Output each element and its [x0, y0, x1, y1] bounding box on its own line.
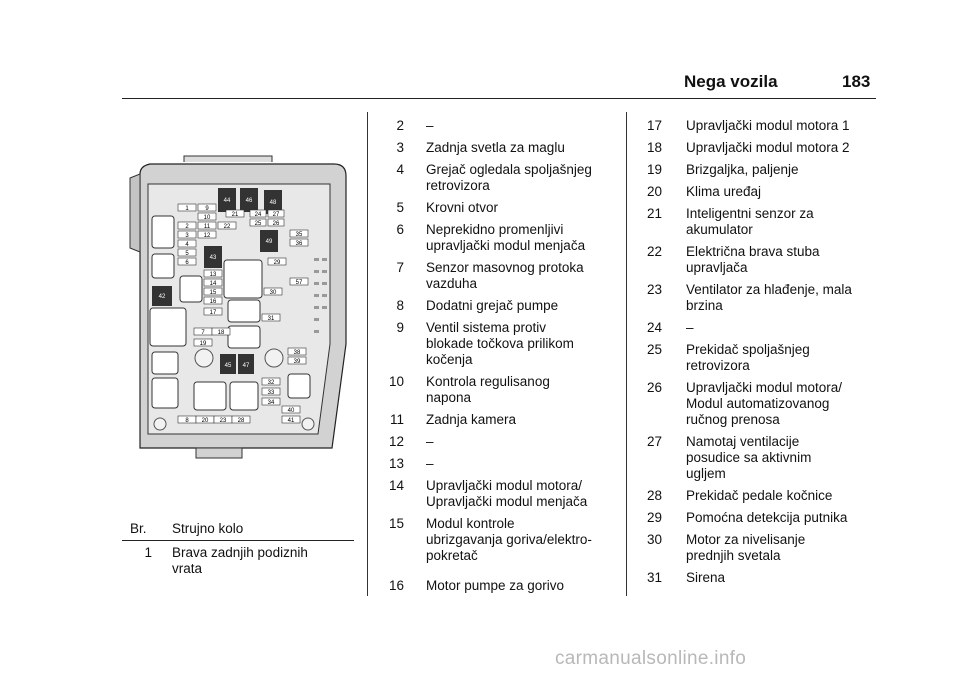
fuse-number: 19: [646, 162, 662, 177]
fuse-label: 29: [273, 260, 281, 266]
fuse-label: 35: [295, 232, 303, 238]
fuse-number: 31: [646, 570, 662, 585]
fuse-number: 8: [396, 298, 404, 313]
fuse-number: 14: [388, 478, 404, 493]
fuse-label: 16: [209, 299, 217, 305]
fuse-circuit: Neprekidno promenljivi upravljački modul menjača: [426, 222, 586, 253]
column-divider-1: [367, 112, 368, 596]
fuse-circuit: Električna brava stuba upravljača: [686, 244, 820, 275]
fuse-label: 20: [201, 418, 209, 424]
fuse-circuit: Upravljački modul motora 1: [686, 118, 850, 133]
fuse-circuit: Upravljački modul motora/ Upravljački modul menjača: [426, 478, 588, 509]
fuse-circuit: –: [426, 434, 434, 449]
fuse-label: 6: [185, 260, 189, 266]
fuse-circuit: Senzor masovnog protoka vazduha: [426, 260, 584, 291]
fuse-label: 1: [185, 206, 189, 212]
fuse-number: 18: [646, 140, 662, 155]
fuse-number: 25: [646, 342, 662, 357]
fuse-label: 42: [158, 294, 166, 300]
fuse-label: 17: [209, 310, 217, 316]
fuse-circuit: Motor pumpe za gorivo: [426, 578, 565, 593]
fuse-label: 15: [209, 290, 217, 296]
fuse-label: 14: [209, 281, 217, 287]
fuse-label: 23: [219, 418, 227, 424]
fuse-circuit: Krovni otvor: [426, 200, 499, 215]
fuse-circuit: Prekidač pedale kočnice: [686, 488, 833, 503]
fuse-label: 33: [267, 390, 275, 396]
fuse-label: 11: [203, 224, 211, 230]
fuse-circuit: Namotaj ventilacije posudice sa aktivnim ugljem: [686, 434, 812, 481]
fuse-circuit: Modul kontrole ubrizgavanja goriva/elektro- pokretač: [426, 516, 592, 563]
fuse-number: 17: [646, 118, 662, 133]
col-circuit-header: Strujno kolo: [172, 521, 244, 536]
fuse-number: 28: [646, 488, 662, 503]
fuse-number: 23: [646, 282, 662, 297]
fuse-number: 2: [396, 118, 404, 133]
fuse-label: 31: [267, 316, 275, 322]
column-divider-2: [626, 112, 627, 596]
fuse-number: 9: [396, 320, 404, 335]
fuse-label: 45: [224, 363, 232, 369]
fuse-label: 12: [203, 233, 211, 239]
fuse-label: 21: [231, 212, 239, 218]
fuse-circuit: Brava zadnjih podiznih vrata: [172, 545, 308, 576]
fuse-label: 24: [254, 212, 262, 218]
fuse-number: 7: [396, 260, 404, 275]
fuse-number: 21: [646, 206, 662, 221]
fuse-number: 6: [396, 222, 404, 237]
fuse-circuit: Ventilator za hlađenje, mala brzina: [686, 282, 852, 313]
fuse-circuit: –: [426, 456, 434, 471]
col-number-header: Br.: [130, 521, 147, 536]
fuse-number: 27: [646, 434, 662, 449]
section-title: Nega vozila: [684, 72, 778, 91]
fuse-number: 1: [144, 545, 152, 560]
fuse-circuit: Grejač ogledala spoljašnjeg retrovizora: [426, 162, 592, 193]
table-header-rule: [122, 540, 354, 541]
fuse-label: 40: [287, 408, 295, 414]
fuse-label: 2: [185, 224, 189, 230]
fuse-label: 3: [185, 233, 189, 239]
fuse-circuit: Zadnja kamera: [426, 412, 517, 427]
fuse-number: 24: [646, 320, 662, 335]
fuse-number: 16: [388, 578, 404, 593]
fuse-label: 10: [203, 215, 211, 221]
fuse-number: 10: [388, 374, 404, 389]
fuse-label: 38: [293, 350, 301, 356]
fuse-circuit: –: [426, 118, 434, 133]
fuse-label: 28: [237, 418, 245, 424]
fuse-label: 26: [272, 221, 280, 227]
fuse-number: 11: [389, 412, 404, 427]
watermark: carmanualsonline.info: [555, 648, 747, 669]
fuse-number: 5: [396, 200, 404, 215]
fuse-label: 41: [287, 418, 295, 424]
page-number: 183: [842, 72, 871, 91]
fuse-number: 30: [646, 532, 662, 547]
fuse-circuit: Pomoćna detekcija putnika: [686, 510, 848, 525]
fuse-label: 30: [269, 290, 277, 296]
page-header: [0, 72, 960, 98]
fuse-label: 27: [272, 212, 280, 218]
fuse-circuit: Ventil sistema protiv blokade točkova prilikom kočenja: [426, 320, 574, 367]
fuse-label: 9: [205, 206, 209, 212]
fuse-circuit: Sirena: [686, 570, 726, 585]
fuse-label: 13: [209, 272, 217, 278]
fuse-circuit: Dodatni grejač pumpe: [426, 298, 559, 313]
fuse-label: 39: [293, 359, 301, 365]
fuse-number: 26: [646, 380, 662, 395]
fuse-number: 29: [646, 510, 662, 525]
fuse-circuit: –: [686, 320, 694, 335]
fuse-label: 32: [267, 380, 275, 386]
fuse-number: 3: [396, 140, 404, 155]
fuse-number: 12: [388, 434, 404, 449]
fuse-label: 47: [242, 363, 250, 369]
fuse-circuit: Upravljački modul motora/ Modul automatizovanog ručnog prenosa: [686, 380, 843, 427]
header-rule: [122, 98, 876, 99]
fuse-label: 57: [295, 280, 303, 286]
fuse-label: 36: [295, 241, 303, 247]
fuse-circuit: Brizgaljka, paljenje: [686, 162, 799, 177]
fuse-label: 5: [185, 251, 189, 257]
fuse-label: 46: [245, 198, 253, 204]
fuse-label: 34: [267, 400, 275, 406]
fuse-label: 25: [254, 221, 262, 227]
fuse-label: 49: [265, 239, 273, 245]
fuse-circuit: Prekidač spoljašnjeg retrovizora: [686, 342, 810, 373]
fuse-label: 4: [185, 242, 189, 248]
fuse-circuit: Upravljački modul motora 2: [686, 140, 850, 155]
fuse-label: 18: [217, 330, 225, 336]
fuse-circuit: Zadnja svetla za maglu: [426, 140, 565, 155]
fuse-label: 43: [209, 255, 217, 261]
fuse-number: 13: [388, 456, 404, 471]
fuse-label: 7: [201, 330, 205, 336]
fuse-number: 4: [396, 162, 404, 177]
fuse-number: 15: [388, 516, 404, 531]
fuse-label: 22: [223, 224, 231, 230]
fuse-circuit: Motor za nivelisanje prednjih svetala: [686, 532, 806, 563]
fuse-circuit: Inteligentni senzor za akumulator: [686, 206, 814, 237]
fuse-label: 44: [223, 198, 231, 204]
fuse-number: 22: [646, 244, 662, 259]
fuse-number: 20: [646, 184, 662, 199]
fuse-label: 19: [199, 341, 207, 347]
fuse-label: 48: [269, 200, 277, 206]
fuse-label: 8: [185, 418, 189, 424]
fuse-circuit: Klima uređaj: [686, 184, 762, 199]
fuse-circuit: Kontrola regulisanog napona: [426, 374, 550, 405]
fuse-box-diagram: [122, 112, 358, 496]
